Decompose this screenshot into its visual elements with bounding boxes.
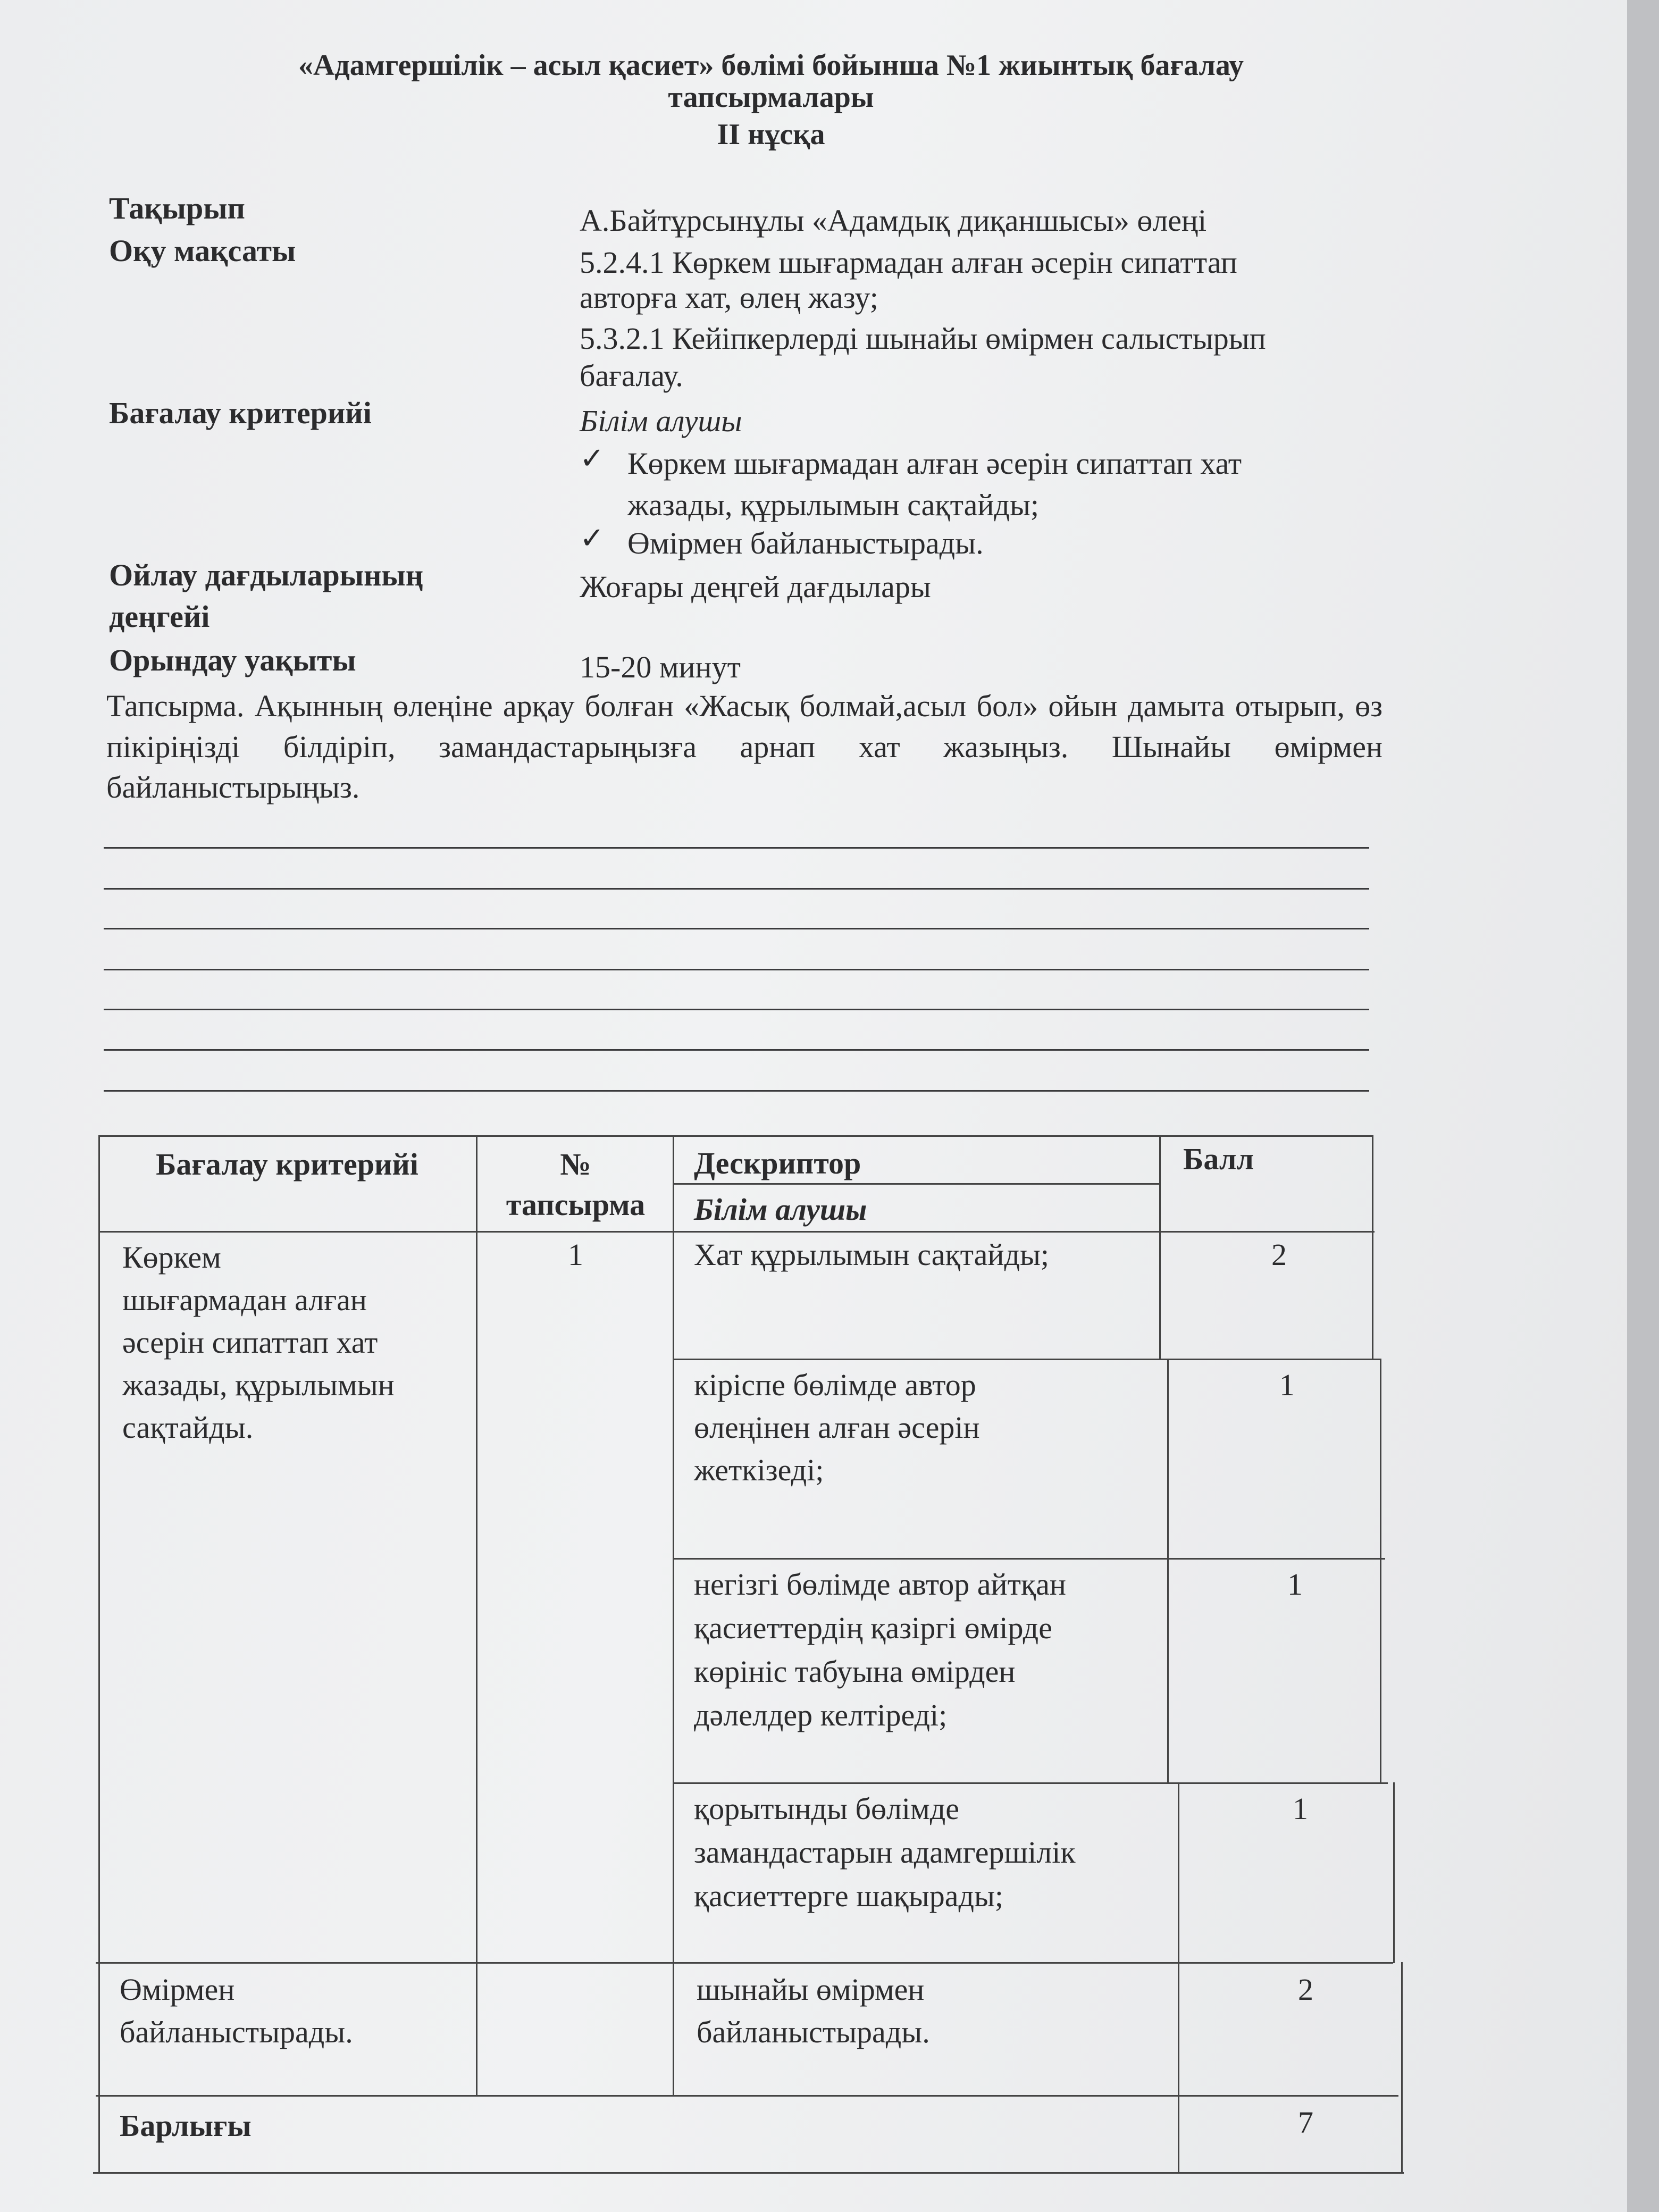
goal-label: Оқу мақсаты — [109, 233, 296, 268]
descriptor-line: көрініс табуына өмірден — [694, 1654, 1016, 1689]
header-descriptor-sub: Білім алушы — [694, 1192, 867, 1227]
table-border — [673, 1135, 674, 2095]
task-text: Тапсырма. Ақынның өлеңіне арқау болған «Жасық болмай,асыл бол» ойын дамыта отырып, өз пікіріңізді білдіріп, замандастарыңызға арнап хат жазыңыз. Шынайы өмірмен байланыстырыңыз. — [106, 689, 1382, 805]
task-number: 1 — [568, 1237, 583, 1272]
descriptor-line: байланыстырады. — [697, 2015, 930, 2049]
table-border — [98, 1962, 476, 1964]
criteria-item: Көркем шығармадан алған әсерін сипаттап хат — [627, 446, 1242, 481]
table-border — [98, 1231, 1375, 1233]
score-value: 1 — [1287, 1567, 1303, 1602]
answer-line[interactable] — [104, 847, 1369, 849]
checkmark-icon: ✓ — [580, 442, 605, 475]
criteria-item: жазады, құрылымын сақтайды; — [627, 488, 1040, 522]
descriptor-line: өлеңінен алған әсерін — [694, 1410, 980, 1445]
table-border — [98, 1135, 1372, 1137]
document-title-line2: тапсырмалары — [668, 81, 874, 114]
time-value: 15-20 минут — [580, 650, 741, 684]
criteria-cell-line: әсерін сипаттап хат — [122, 1325, 378, 1360]
table-border — [96, 2095, 1398, 2097]
criteria-cell-line: сақтайды. — [122, 1410, 254, 1445]
criteria-cell-line: байланыстырады. — [120, 2015, 353, 2049]
answer-line[interactable] — [104, 888, 1369, 890]
time-label: Орындау уақыты — [109, 643, 356, 677]
checkmark-icon: ✓ — [580, 522, 605, 555]
goal-line: 5.2.4.1 Көркем шығармадан алған әсерін сипаттап — [580, 245, 1237, 280]
answer-line[interactable] — [104, 1049, 1369, 1051]
document-variant: II нұсқа — [717, 118, 825, 151]
criteria-cell-line: шығармадан алған — [122, 1283, 367, 1317]
header-descriptor: Дескриптор — [694, 1146, 861, 1180]
header-score: Балл — [1183, 1142, 1254, 1176]
criteria-cell-line: жазады, құрылымын — [122, 1368, 395, 1402]
descriptor-line: кіріспе бөлімде автор — [694, 1368, 976, 1402]
table-border — [1178, 1782, 1179, 2172]
criteria-item: Өмірмен байланыстырады. — [627, 526, 984, 560]
criteria-cell-line: Көркем — [122, 1240, 221, 1275]
criteria-cell-line: Өмірмен — [120, 1972, 235, 2007]
table-border — [98, 1135, 100, 2172]
total-label: Барлығы — [120, 2108, 252, 2143]
header-criteria: Бағалау критерийі — [156, 1147, 418, 1182]
table-border — [1372, 1135, 1373, 1359]
table-border — [673, 1558, 1385, 1560]
goal-line: 5.3.2.1 Кейіпкерлерді шынайы өмірмен салыстырып — [580, 321, 1266, 356]
descriptor-line: қасиеттердің қазіргі өмірде — [694, 1611, 1052, 1645]
table-border — [476, 1135, 477, 2095]
score-value: 1 — [1279, 1368, 1295, 1402]
header-task-no: тапсырма — [506, 1187, 646, 1222]
header-task-no: № — [560, 1147, 591, 1182]
descriptor-line: шынайы өмірмен — [697, 1972, 925, 2007]
table-border — [1380, 1359, 1381, 1784]
table-border — [673, 1782, 1388, 1784]
descriptor-line: қорытынды бөлімде — [694, 1791, 960, 1826]
goal-line: авторға хат, өлең жазу; — [580, 280, 878, 315]
thinking-label: Ойлау дағдыларының — [109, 558, 424, 592]
table-border — [93, 2172, 1404, 2174]
background-edge — [1627, 0, 1659, 2212]
descriptor-line: замандастарын адамгершілік — [694, 1835, 1076, 1870]
descriptor-line: дәлелдер келтіреді; — [694, 1698, 948, 1732]
descriptor-line: Хат құрылымын сақтайды; — [694, 1237, 1050, 1272]
score-value: 1 — [1293, 1791, 1308, 1826]
descriptor-line: негізгі бөлімде автор айтқан — [694, 1567, 1066, 1602]
score-value: 2 — [1271, 1237, 1287, 1272]
topic-label: Тақырып — [109, 191, 245, 225]
topic-value: А.Байтұрсынұлы «Адамдық диқаншысы» өлеңі — [580, 203, 1207, 238]
thinking-label: деңгейі — [109, 599, 210, 634]
descriptor-line: жеткізеді; — [694, 1453, 824, 1487]
answer-line[interactable] — [104, 1090, 1369, 1092]
score-value: 2 — [1298, 1972, 1313, 2007]
descriptor-line: қасиеттерге шақырады; — [694, 1879, 1004, 1913]
answer-line[interactable] — [104, 1009, 1369, 1010]
table-border — [1159, 1135, 1161, 1359]
total-score: 7 — [1298, 2105, 1313, 2140]
answer-line[interactable] — [104, 969, 1369, 970]
document-title-line1: «Адамгершілік – асыл қасиет» бөлімі бойынша №1 жиынтық бағалау — [298, 49, 1244, 82]
table-border — [1167, 1359, 1169, 1784]
criteria-label: Бағалау критерийі — [109, 396, 372, 430]
answer-line[interactable] — [104, 928, 1369, 929]
thinking-value: Жоғары деңгей дағдылары — [580, 569, 931, 604]
table-border — [1401, 1962, 1403, 2172]
table-border — [673, 1359, 1380, 1360]
table-border — [1393, 1782, 1395, 1963]
criteria-intro: Білім алушы — [580, 404, 742, 438]
goal-line: бағалау. — [580, 358, 683, 393]
